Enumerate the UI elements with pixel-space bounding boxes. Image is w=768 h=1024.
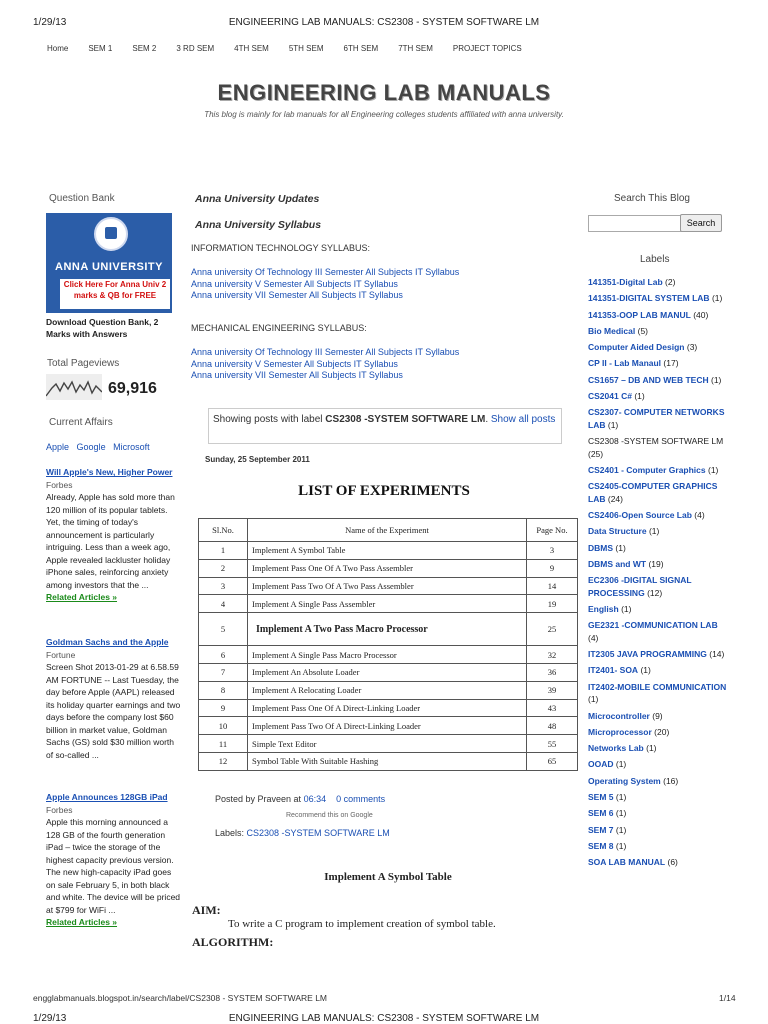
table-row (199, 542, 578, 560)
label-count: (20) (654, 726, 670, 737)
label-link[interactable]: IT2402-MOBILE COMMUNICATION (588, 681, 727, 692)
experiment-name-cell: Implement A Relocating Loader (248, 681, 527, 699)
news-item (46, 791, 182, 929)
label-count: (16) (663, 775, 679, 786)
label-count: (14) (709, 649, 725, 660)
label-count: (1) (615, 542, 626, 553)
label-item (588, 325, 728, 338)
label-link[interactable]: Bio Medical (588, 325, 636, 336)
aim-heading: AIM: (192, 903, 221, 917)
serial-number-cell: 12 (199, 752, 248, 770)
label-item (588, 390, 728, 403)
label-link[interactable]: Data Structure (588, 526, 647, 537)
label-count: (1) (648, 526, 660, 537)
label-link[interactable]: SEM 6 (588, 808, 614, 819)
label-count: (1) (615, 840, 627, 851)
post-date: Sunday, 25 September 2011 (205, 455, 310, 464)
news-tabs (46, 442, 150, 452)
label-item (588, 480, 728, 505)
syllabus-link[interactable]: Anna university V Semester All Subjects IT Syllabus (191, 358, 398, 369)
labels-heading: Labels (640, 254, 670, 265)
anna-university-logo-icon (94, 217, 128, 251)
anna-university-name: ANNA UNIVERSITY (55, 261, 163, 273)
recommend-google-text[interactable]: Recommend this on Google (286, 812, 373, 819)
table-row (199, 663, 578, 681)
label-count: (3) (686, 342, 698, 353)
table-row (199, 646, 578, 664)
post-footer-posted (215, 794, 385, 804)
serial-number-cell: 8 (199, 681, 248, 699)
label-link[interactable]: SOA LAB MANUAL (588, 857, 666, 868)
label-item (588, 603, 728, 616)
label-item (588, 619, 728, 644)
blog-description: This blog is mainly for lab manuals for all Engineering colleges students affiliated with anna university. (204, 110, 564, 119)
print-title: ENGINEERING LAB MANUALS: CS2308 - SYSTEM SOFTWARE LM (228, 17, 540, 28)
current-affairs-heading: Current Affairs (49, 417, 113, 428)
experiment-name-cell: Simple Text Editor (248, 735, 527, 753)
column-header: Sl.No. (199, 519, 248, 542)
print-title-2: ENGINEERING LAB MANUALS: CS2308 - SYSTEM SOFTWARE LM (228, 1013, 540, 1024)
nav-item-sem5[interactable]: 5TH SEM (288, 44, 324, 53)
print-date: 1/29/13 (33, 17, 67, 28)
label-count: (17) (663, 358, 679, 369)
label-count: (1) (710, 374, 722, 385)
news-source: Forbes (46, 479, 73, 490)
table-row (199, 577, 578, 595)
label-link[interactable]: EC2306 -DIGITAL SIGNAL PROCESSING (588, 575, 692, 598)
experiment-name-cell: Implement Pass Two Of A Direct-Linking Loader (248, 717, 527, 735)
label-item (588, 856, 728, 869)
label-count: (1) (615, 824, 627, 835)
search-button[interactable]: Search (680, 214, 722, 232)
label-link[interactable]: CS2041 C# (588, 391, 632, 402)
experiments-table (198, 518, 578, 771)
label-item (588, 648, 728, 661)
tab-apple[interactable]: Apple (46, 442, 70, 452)
post-labels (215, 828, 390, 838)
label-count: (1) (607, 419, 619, 430)
page-number-cell: 19 (527, 595, 578, 613)
experiment-name-cell: Implement Pass One Of A Direct-Linking Loader (248, 699, 527, 717)
showing-prefix: Showing posts with label (213, 414, 326, 425)
post-label-link[interactable]: CS2308 -SYSTEM SOFTWARE LM (246, 828, 390, 838)
table-row (199, 559, 578, 577)
label-count: (1) (615, 759, 627, 770)
serial-number-cell: 10 (199, 717, 248, 735)
label-filter-status (208, 408, 562, 444)
label-item (588, 574, 728, 599)
label-count: (40) (693, 309, 709, 320)
label-link[interactable]: SEM 5 (588, 792, 614, 803)
label-count: (4) (694, 510, 705, 521)
label-link[interactable]: DBMS and WT (588, 558, 647, 569)
label-count: (4) (588, 632, 599, 643)
label-link[interactable]: English (588, 604, 619, 615)
it-syllabus-links (191, 267, 461, 302)
label-link[interactable]: CP II - Lab Manaul (588, 358, 662, 369)
label-item (588, 775, 728, 788)
label-link[interactable]: OOAD (588, 759, 614, 770)
label-link[interactable]: CS2406-Open Source Lab (588, 510, 692, 521)
label-link[interactable]: Microprocessor (588, 726, 652, 737)
table-row (199, 752, 578, 770)
nav-item-sem2[interactable]: SEM 2 (132, 44, 157, 53)
label-count: (1) (708, 464, 719, 475)
nav-item-home[interactable]: Home (47, 44, 69, 53)
serial-number-cell: 2 (199, 559, 248, 577)
news-title[interactable]: Goldman Sachs and the Apple (46, 637, 169, 647)
label-count: (1) (640, 665, 651, 676)
show-all-posts-link[interactable]: Show all posts (490, 414, 556, 425)
label-link[interactable]: IT2401- SOA (588, 665, 639, 676)
blog-title[interactable]: ENGINEERING LAB MANUALS (217, 80, 551, 105)
anna-university-banner[interactable] (46, 213, 172, 313)
experiment-name-cell: Implement An Absolute Loader (248, 663, 527, 681)
label-item (588, 664, 728, 677)
page-number-cell: 3 (527, 542, 578, 560)
table-row (199, 613, 578, 646)
mech-syllabus-links (191, 347, 461, 382)
question-bank-heading: Question Bank (49, 193, 115, 204)
search-input[interactable] (588, 215, 682, 232)
label-item (588, 791, 728, 804)
label-link[interactable]: CS2405-COMPUTER GRAPHICS LAB (588, 481, 718, 504)
serial-number-cell: 3 (199, 577, 248, 595)
table-row (199, 681, 578, 699)
label-link[interactable]: 141351-Digital Lab (588, 277, 663, 287)
label-item (588, 681, 728, 706)
post-time-link[interactable]: 06:34 (303, 794, 327, 804)
table-row (199, 699, 578, 717)
label-link[interactable]: Networks Lab (588, 743, 644, 754)
label-item (588, 542, 728, 555)
pageviews-count: 69,916 (108, 380, 157, 397)
related-articles-link[interactable]: Related Articles » (46, 917, 118, 927)
showing-label: CS2308 -SYSTEM SOFTWARE LM (325, 414, 486, 425)
pageviews-heading: Total Pageviews (47, 358, 120, 369)
page-number-cell: 55 (527, 735, 578, 753)
label-item (588, 726, 728, 739)
page-number-cell: 65 (527, 752, 578, 770)
experiment-name-cell: Implement A Symbol Table (248, 542, 527, 560)
page-number-cell: 48 (527, 717, 578, 735)
serial-number-cell: 5 (199, 613, 248, 646)
label-link[interactable]: Microcontroller (588, 710, 650, 721)
news-body: Already, Apple has sold more than 120 million of its popular tablets. Yet, the timing of today's announcement is particularly intriguing. Less than a week ago, Apple revealed lackluster holiday iPhone sales, reinforcing anxiety among investors that the ... (46, 492, 175, 590)
label-link[interactable]: Operating System (588, 775, 661, 786)
label-link: CS2308 -SYSTEM SOFTWARE LM (588, 436, 724, 447)
label-link[interactable]: CS2401 - Computer Graphics (588, 464, 706, 475)
nav-item-sem1[interactable]: SEM 1 (88, 44, 113, 53)
label-item (588, 525, 728, 538)
syllabus-link[interactable]: Anna university Of Technology III Semester All Subjects IT Syllabus (191, 347, 460, 357)
label-count: (1) (646, 743, 657, 754)
label-count: (6) (667, 857, 678, 868)
label-item (588, 464, 728, 477)
labels-list (588, 276, 728, 873)
tab-microsoft[interactable]: Microsoft (113, 442, 150, 452)
label-count: (12) (647, 587, 663, 598)
experiment-name-cell: Implement A Two Pass Macro Processor (248, 613, 527, 646)
algorithm-heading: ALGORITHM: (192, 935, 274, 949)
table-row (199, 595, 578, 613)
showing-suffix: . (485, 414, 491, 425)
label-link[interactable]: GE2321 -COMMUNICATION LAB (588, 620, 718, 631)
label-count: (1) (615, 808, 627, 819)
aim-text: To write a C program to implement creation of symbol table. (228, 918, 496, 930)
page-number-cell: 32 (527, 646, 578, 664)
experiment-name-cell: Implement A Single Pass Macro Processor (248, 646, 527, 664)
page-number-cell: 36 (527, 663, 578, 681)
page-number-cell: 43 (527, 699, 578, 717)
label-count: (1) (588, 694, 599, 705)
table-row (199, 735, 578, 753)
serial-number-cell: 7 (199, 663, 248, 681)
serial-number-cell: 4 (199, 595, 248, 613)
page-number-cell: 9 (527, 559, 578, 577)
mech-syllabus-heading: MECHANICAL ENGINEERING SYLLABUS: (191, 323, 367, 333)
print-footer-url: engglabmanuals.blogspot.in/search/label/CS2308 - SYSTEM SOFTWARE LM (33, 993, 328, 1003)
label-link[interactable]: IT2305 JAVA PROGRAMMING (588, 649, 707, 660)
label-item (588, 710, 728, 723)
label-link[interactable]: 141351-DIGITAL SYSTEM LAB (588, 293, 710, 304)
label-count: (5) (637, 325, 648, 336)
serial-number-cell: 11 (199, 735, 248, 753)
label-item (588, 558, 728, 571)
search-heading: Search This Blog (614, 193, 690, 204)
nav-item-sem4[interactable]: 4TH SEM (234, 44, 269, 53)
experiment-name-cell: Symbol Table With Suitable Hashing (248, 752, 527, 770)
label-item (588, 357, 728, 370)
serial-number-cell: 6 (199, 646, 248, 664)
page-number-cell: 39 (527, 681, 578, 699)
label-item (588, 758, 728, 771)
label-count: (19) (648, 558, 664, 569)
label-link[interactable]: 141353-OOP LAB MANUL (588, 309, 691, 320)
print-footer-page: 1/14 (719, 993, 736, 1003)
syllabus-link[interactable]: Anna university VII Semester All Subjects IT Syllabus (191, 290, 403, 300)
posted-by-text: Posted by Praveen at (215, 794, 304, 804)
page-number-cell: 14 (527, 577, 578, 595)
label-item (588, 406, 728, 431)
nav-item-project-topics[interactable]: PROJECT TOPICS (452, 44, 522, 53)
label-count: (25) (588, 448, 604, 459)
label-count: (2) (665, 277, 676, 287)
table-row (199, 717, 578, 735)
label-link[interactable]: CS2307- COMPUTER NETWORKS LAB (588, 407, 725, 430)
anna-syllabus-heading: Anna University Syllabus (195, 219, 322, 231)
label-item (588, 840, 728, 853)
label-item (588, 341, 728, 354)
label-count: (1) (615, 792, 627, 803)
labels-prefix: Labels: (215, 828, 247, 838)
nav-item-sem7[interactable]: 7TH SEM (398, 44, 433, 53)
label-count: (9) (652, 710, 663, 721)
news-title[interactable]: Apple Announces 128GB iPad (46, 792, 168, 802)
label-link[interactable]: SEM 7 (588, 824, 614, 835)
serial-number-cell: 9 (199, 699, 248, 717)
section-title: Implement A Symbol Table (324, 871, 452, 883)
page-number-cell: 25 (527, 613, 578, 646)
it-syllabus-heading: INFORMATION TECHNOLOGY SYLLABUS: (191, 243, 371, 253)
news-item (46, 636, 182, 761)
news-title[interactable]: Will Apple's New, Higher Power (46, 467, 173, 477)
label-link[interactable]: SEM 8 (588, 840, 614, 851)
anna-updates-heading: Anna University Updates (195, 193, 320, 205)
label-link[interactable]: Computer Aided Design (588, 342, 685, 353)
tab-google[interactable]: Google (76, 442, 106, 452)
label-link[interactable]: DBMS (588, 542, 614, 553)
anna-click-text: Click Here For Anna Univ 2 marks & QB for FREE (60, 279, 170, 309)
comments-link[interactable]: 0 comments (336, 794, 386, 804)
related-articles-link[interactable]: Related Articles » (46, 592, 118, 602)
syllabus-link[interactable]: Anna university Of Technology III Semester All Subjects IT Syllabus (191, 267, 460, 277)
column-header: Name of the Experiment (248, 519, 527, 542)
news-body: Screen Shot 2013-01-29 at 6.58.59 AM FORTUNE -- Last Tuesday, the day before Apple (AAPL) released its holiday quarter earnings and two days before the company lost $60 billion in market value, Goldman Sachs (GS) sold $30 million worth of so-called ... (46, 662, 181, 760)
syllabus-link[interactable]: Anna university V Semester All Subjects IT Syllabus (191, 278, 398, 289)
column-header: Page No. (527, 519, 578, 542)
news-source: Forbes (46, 804, 73, 815)
label-item (588, 309, 728, 322)
news-body: Apple this morning announced a 128 GB of the fourth generation iPad – twice the storage of the highest capacity previous version. The new high-capacity iPad goes on sale February 5, in both black and white. The device will be priced at $799 for WiFi ... (46, 817, 181, 915)
news-source: Fortune (46, 649, 76, 660)
label-item (588, 435, 728, 460)
label-item (588, 742, 728, 755)
label-count: (24) (607, 493, 623, 504)
nav-item-sem3[interactable]: 3 RD SEM (176, 44, 215, 53)
label-item (588, 807, 728, 820)
pageviews-sparkline (46, 374, 102, 400)
syllabus-link[interactable]: Anna university VII Semester All Subjects IT Syllabus (191, 370, 403, 380)
experiment-name-cell: Implement A Single Pass Assembler (248, 595, 527, 613)
label-link[interactable]: CS1657 – DB AND WEB TECH (588, 374, 709, 385)
experiment-name-cell: Implement Pass Two Of A Two Pass Assembler (248, 577, 527, 595)
label-item (588, 276, 728, 289)
label-count: (1) (634, 391, 645, 402)
label-item (588, 292, 728, 305)
label-item (588, 374, 728, 387)
print-date-2: 1/29/13 (33, 1013, 67, 1024)
top-nav (47, 44, 542, 53)
label-item (588, 509, 728, 522)
nav-item-sem6[interactable]: 6TH SEM (343, 44, 379, 53)
label-count: (1) (621, 604, 632, 615)
serial-number-cell: 1 (199, 542, 248, 560)
label-count: (1) (711, 293, 723, 304)
label-item (588, 824, 728, 837)
news-item (46, 466, 182, 604)
table-header-row (199, 519, 578, 542)
download-question-bank-text: Download Question Bank, 2 Marks with Answers (46, 317, 159, 339)
list-title: LIST OF EXPERIMENTS (298, 483, 470, 499)
experiment-name-cell: Implement Pass One Of A Two Pass Assembler (248, 559, 527, 577)
